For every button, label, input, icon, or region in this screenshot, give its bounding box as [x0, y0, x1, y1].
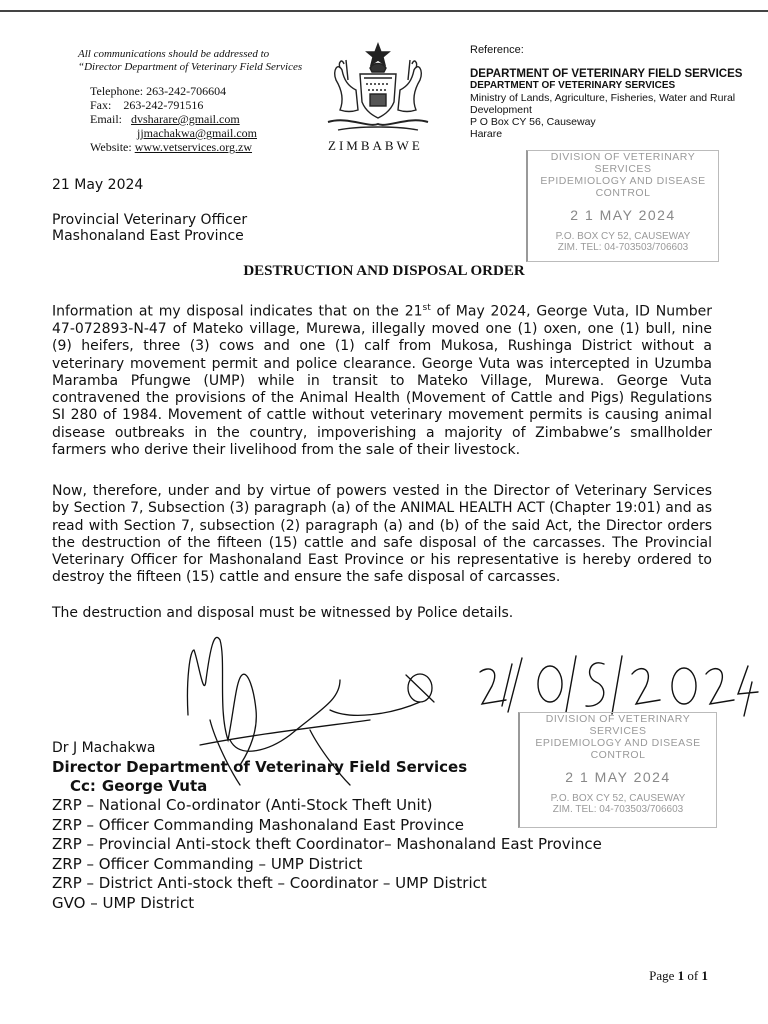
addressee-line-2: Mashonaland East Province	[52, 228, 244, 244]
communications-line-1: All communications should be addressed to	[78, 48, 270, 60]
cc-label: Cc:	[70, 777, 96, 795]
distribution-item: ZRP – Officer Commanding Mashonaland East Province	[52, 815, 465, 834]
stamp2-line-1: DIVISION OF VETERINARY SERVICES	[545, 713, 691, 737]
document-title: DESTRUCTION AND DISPOSAL ORDER	[243, 263, 525, 279]
email-label: Email:	[90, 112, 122, 126]
paragraph-2: Now, therefore, under and by virtue of powers vested in the Director of Veterinary Services by Section 7, Subsection (3) paragraph (a) of the ANIMAL HEALTH ACT (Chapter 19:01) and as read with Section 7, subsection (2) paragraph (a) and (b) of the said Act, the Director orders the destruction of the fifteen (15) cattle and safe disposal of the carcasses. The Provincial Veterinary Officer for Mashonaland East Province or his representative is hereby ordered to destroy the fifteen (15) cattle and ensure the safe disposal of carcasses.	[52, 483, 712, 586]
cc-line	[70, 777, 207, 795]
email-link-2[interactable]: jjmachakwa@gmail.com	[137, 126, 258, 140]
addressee-line-1: Provincial Veterinary Officer	[52, 212, 248, 228]
department-sub: DEPARTMENT OF VETERINARY SERVICES	[470, 80, 676, 91]
fax-value: 263-242-791516	[123, 98, 204, 112]
page-number	[649, 968, 708, 984]
stamp-line-4: P.O. BOX CY 52, CAUSEWAY	[555, 231, 691, 242]
country-name: ZIMBABWE	[328, 138, 423, 153]
telephone-row	[90, 84, 257, 98]
stamp-line-5: ZIM. TEL: 04-703503/706603	[557, 242, 689, 253]
page-label: Page	[649, 968, 675, 983]
cc-name: George Vuta	[101, 777, 208, 795]
page-current: 1	[677, 968, 685, 983]
received-stamp-top	[526, 150, 719, 262]
fax-label: Fax:	[90, 98, 112, 112]
website-label: Website:	[90, 140, 132, 154]
stamp2-line-3: CONTROL	[590, 749, 646, 761]
telephone-value: 263-242-706604	[146, 84, 227, 98]
signatory-name: Dr J Machakwa	[52, 740, 156, 756]
ministry-line-1: Ministry of Lands, Agriculture, Fisheries, Water and Rural	[470, 92, 736, 104]
signatory-title: Director Department of Veterinary Field Services	[52, 758, 468, 776]
distribution-item: ZRP – Officer Commanding – UMP District	[52, 854, 363, 873]
stamp2-line-5: ZIM. TEL: 04-703503/706603	[552, 804, 684, 815]
city: Harare	[470, 128, 503, 140]
paragraph-1-rest: of May 2024, George Vuta, ID Number 47-072893-N-47 of Mateko village, Murewa, illegally moved one (1) oxen, one (1) bull, nine (9) heifers, three (3) cows and one (1) calf from Mukosa, Rushinga District without a veterinary movement permit and police clearance. George Vuta was intercepted in Uzumba Maramba Pfungwe (UMP) while in transit to Mateko Village, Murewa. George Vuta contravened the provisions of the Animal Health (Movement of Cattle and Pigs) Regulations SI 280 of 1984. Movement of cattle without veterinary movement permits is causing animal disease outbreaks in the country, impoverishing a majority of Zimbabwe’s smallholder farmers who derive their livelihood from the sale of their livestock.	[52, 303, 712, 459]
website-link[interactable]: www.vetservices.org.zw	[134, 140, 253, 154]
email-row	[90, 112, 257, 126]
stamp-line-1: DIVISION OF VETERINARY SERVICES	[550, 151, 696, 175]
paragraph-1-start: Information at my disposal indicates that on the 21	[52, 303, 423, 320]
communications-line-2: “Director Department of Veterinary Field Services	[78, 61, 303, 73]
email-link-1[interactable]: dvsharare@gmail.com	[131, 112, 240, 126]
coat-of-arms-emblem	[318, 40, 438, 140]
letter-date: 21 May 2024	[52, 177, 144, 193]
paragraph-1	[52, 300, 712, 459]
stamp-date: 2 1 MAY 2024	[570, 207, 676, 223]
distribution-item: ZRP – Provincial Anti-stock theft Coordinator– Mashonaland East Province	[52, 835, 602, 854]
website-row	[90, 140, 257, 154]
top-rule	[0, 10, 768, 12]
stamp-line-2: EPIDEMIOLOGY AND DISEASE	[540, 175, 706, 187]
telephone-label: Telephone:	[90, 84, 144, 98]
po-box: P O Box CY 56, Causeway	[470, 116, 596, 128]
page-total: 1	[701, 968, 708, 983]
stamp2-line-2: EPIDEMIOLOGY AND DISEASE	[535, 737, 701, 749]
stamp2-line-4: P.O. BOX CY 52, CAUSEWAY	[550, 793, 686, 804]
distribution-item: GVO – UMP District	[52, 893, 195, 912]
addressee	[52, 212, 247, 244]
distribution-item: ZRP – District Anti-stock theft – Coordinator – UMP District	[52, 874, 487, 893]
paragraph-3: The destruction and disposal must be witnessed by Police details.	[52, 605, 514, 621]
ministry-line-2: Development	[470, 104, 532, 116]
reference-label: Reference:	[470, 44, 524, 56]
distribution-list	[52, 796, 602, 914]
fax-row	[90, 98, 257, 112]
distribution-item: ZRP – National Co-ordinator (Anti-Stock Theft Unit)	[52, 796, 433, 814]
communications-note	[78, 48, 302, 74]
stamp2-date: 2 1 MAY 2024	[565, 769, 671, 785]
contact-block	[90, 84, 257, 154]
page-of-label: of	[687, 968, 699, 983]
ordinal-suffix: st	[422, 303, 431, 313]
department-address	[470, 68, 760, 140]
stamp-line-3: CONTROL	[595, 187, 651, 199]
email-row-2	[90, 126, 257, 140]
department-name: DEPARTMENT OF VETERINARY FIELD SERVICES	[470, 68, 743, 80]
